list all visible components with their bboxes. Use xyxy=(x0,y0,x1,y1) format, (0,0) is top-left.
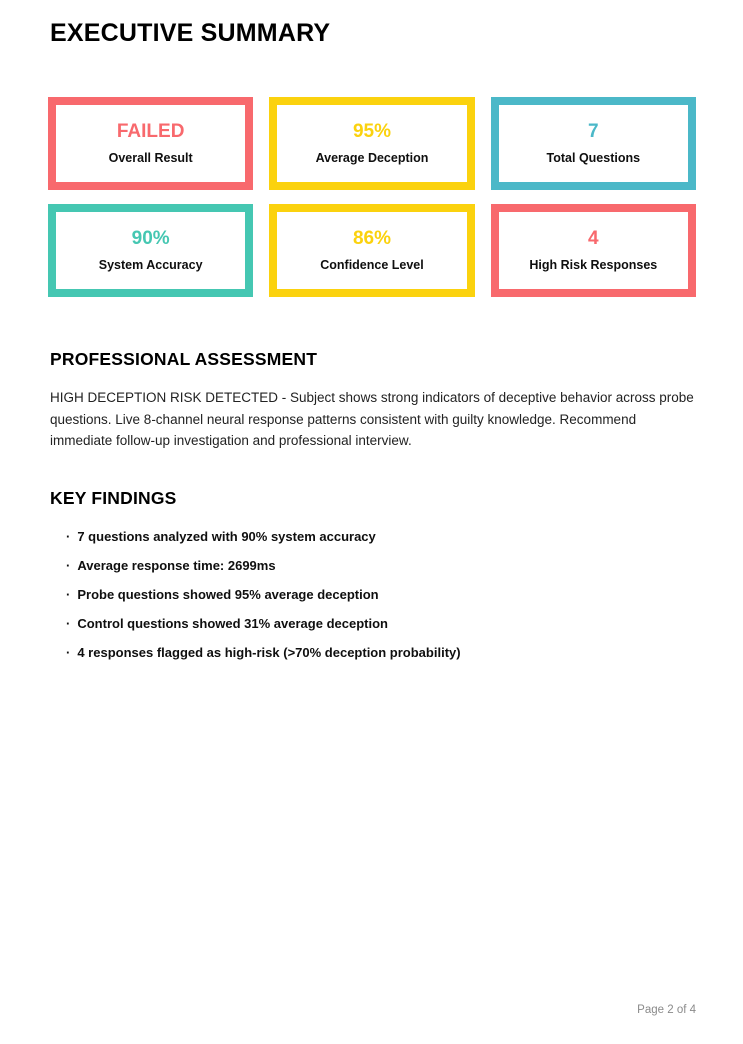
stat-value: 90% xyxy=(131,228,170,249)
stat-box-confidence-level xyxy=(269,204,474,297)
stat-label: System Accuracy xyxy=(98,258,203,272)
stat-value: 95% xyxy=(352,121,391,142)
stat-label: Total Questions xyxy=(546,151,641,165)
report-page xyxy=(48,0,696,675)
bullet-icon: · xyxy=(66,644,71,660)
page-number: Page 2 of 4 xyxy=(637,1004,696,1016)
bullet-icon: · xyxy=(66,528,71,544)
stat-box-total-questions xyxy=(491,97,696,190)
professional-assessment-heading: PROFESSIONAL ASSESSMENT xyxy=(50,349,318,369)
key-findings-list xyxy=(66,530,696,659)
stat-value: 7 xyxy=(588,121,599,142)
list-item xyxy=(66,646,696,659)
stat-label: Average Deception xyxy=(315,151,429,165)
stat-box-high-risk-responses xyxy=(491,204,696,297)
stat-box-overall-result xyxy=(48,97,253,190)
stat-label: Overall Result xyxy=(108,151,193,165)
bullet-icon: · xyxy=(66,615,71,631)
stat-box-average-deception xyxy=(269,97,474,190)
stat-value: FAILED xyxy=(116,121,185,142)
stat-box-system-accuracy xyxy=(48,204,253,297)
bullet-icon: · xyxy=(66,586,71,602)
summary-stat-grid xyxy=(48,97,696,297)
list-item xyxy=(66,617,696,630)
finding-text: 4 responses flagged as high-risk (>70% deception probability) xyxy=(77,644,461,660)
list-item xyxy=(66,530,696,543)
professional-assessment-body: HIGH DECEPTION RISK DETECTED - Subject shows strong indicators of deceptive behavior across probe questions. Live 8-channel neural response patterns consistent with guilty knowledge. Recommend immediate follow-up investigation and professional interview. xyxy=(50,390,694,448)
finding-text: 7 questions analyzed with 90% system accuracy xyxy=(77,528,376,544)
list-item xyxy=(66,588,696,601)
stat-label: High Risk Responses xyxy=(529,258,658,272)
finding-text: Control questions showed 31% average deception xyxy=(77,615,388,631)
list-item xyxy=(66,559,696,572)
finding-text: Probe questions showed 95% average deception xyxy=(77,586,379,602)
key-findings-heading: KEY FINDINGS xyxy=(50,487,177,508)
finding-text: Average response time: 2699ms xyxy=(77,557,276,573)
stat-label: Confidence Level xyxy=(320,258,424,272)
stat-value: 4 xyxy=(588,228,599,249)
stat-value: 86% xyxy=(352,228,391,249)
page-title: EXECUTIVE SUMMARY xyxy=(50,19,331,47)
bullet-icon: · xyxy=(66,557,71,573)
